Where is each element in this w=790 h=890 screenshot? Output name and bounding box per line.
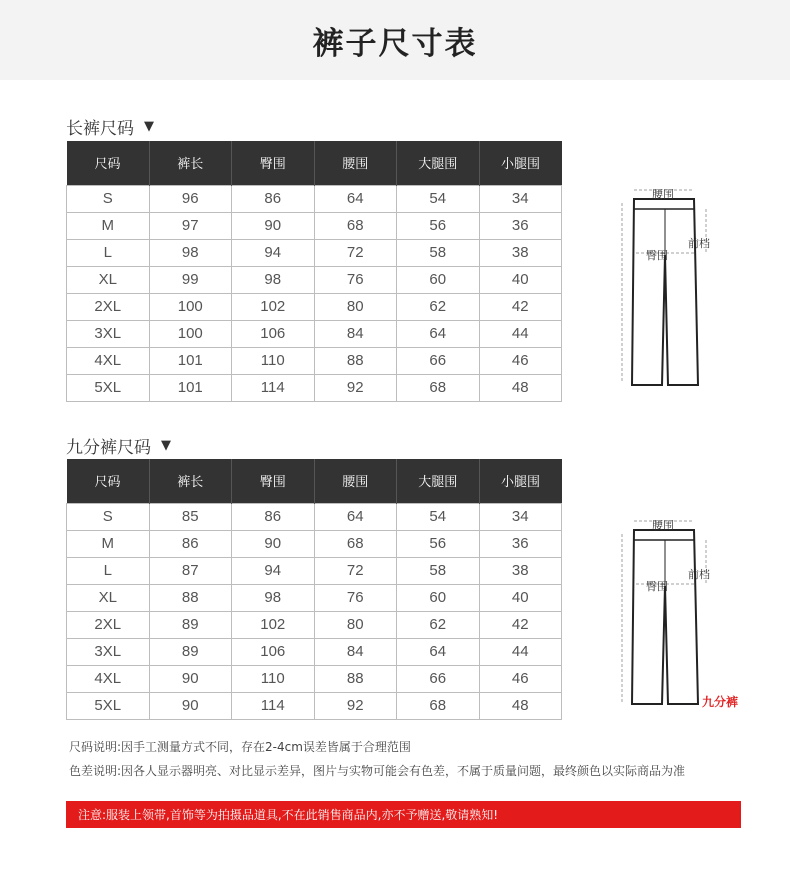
measurement-cell: 42 bbox=[479, 293, 562, 320]
notice-bar bbox=[66, 801, 741, 828]
measurement-cell: 97 bbox=[149, 212, 232, 239]
measurement-cell: 42 bbox=[479, 611, 562, 638]
measurement-cell: 88 bbox=[149, 584, 232, 611]
dropdown-arrow-icon: ▼ bbox=[161, 438, 171, 453]
measurement-cell: 44 bbox=[479, 638, 562, 665]
waist-label: 腰围 bbox=[652, 188, 674, 201]
measurement-cell: 60 bbox=[397, 584, 480, 611]
measurement-cell: 100 bbox=[149, 293, 232, 320]
page-title: 裤子尺寸表 bbox=[312, 25, 478, 62]
measurement-cell: 68 bbox=[314, 530, 397, 557]
size-cell: 3XL bbox=[67, 638, 150, 665]
measurement-cell: 94 bbox=[232, 557, 315, 584]
measurement-cell: 92 bbox=[314, 374, 397, 401]
hip-label: 臀围 bbox=[646, 580, 668, 593]
column-header: 大腿围 bbox=[397, 141, 480, 185]
measurement-cell: 96 bbox=[149, 185, 232, 212]
measurement-cell: 85 bbox=[149, 503, 232, 530]
cropped-pants-heading-text: 九分裤尺码 bbox=[66, 438, 151, 458]
rise-label: 前档 bbox=[688, 237, 710, 250]
measurement-cell: 106 bbox=[232, 638, 315, 665]
table-header-row bbox=[67, 141, 562, 185]
size-cell: 2XL bbox=[67, 293, 150, 320]
table-header-row bbox=[67, 459, 562, 503]
table-row bbox=[67, 611, 562, 638]
column-header: 裤长 bbox=[149, 141, 232, 185]
column-header: 小腿围 bbox=[479, 141, 562, 185]
measurement-cell: 36 bbox=[479, 212, 562, 239]
dropdown-arrow-icon: ▼ bbox=[144, 119, 154, 134]
cropped-pants-type-label: 九分裤 bbox=[702, 695, 739, 709]
measurement-cell: 99 bbox=[149, 266, 232, 293]
measurement-cell: 114 bbox=[232, 374, 315, 401]
measurement-cell: 72 bbox=[314, 557, 397, 584]
measurement-cell: 80 bbox=[314, 293, 397, 320]
cropped-pants-diagram-icon bbox=[612, 516, 722, 716]
color-note: 色差说明:因各人显示器明亮、对比显示差异，图片与实物可能会有色差，不属于质量问题，最终颜色以实际商品为准 bbox=[69, 764, 686, 778]
column-header: 小腿围 bbox=[479, 459, 562, 503]
measurement-cell: 76 bbox=[314, 266, 397, 293]
measurement-cell: 86 bbox=[149, 530, 232, 557]
size-cell: L bbox=[67, 557, 150, 584]
column-header: 大腿围 bbox=[397, 459, 480, 503]
table-row bbox=[67, 320, 562, 347]
measurement-cell: 46 bbox=[479, 347, 562, 374]
table-row bbox=[67, 638, 562, 665]
measurement-cell: 66 bbox=[397, 665, 480, 692]
measurement-cell: 101 bbox=[149, 347, 232, 374]
measurement-cell: 89 bbox=[149, 638, 232, 665]
measurement-cell: 62 bbox=[397, 611, 480, 638]
column-header: 腰围 bbox=[314, 141, 397, 185]
measurement-cell: 98 bbox=[232, 584, 315, 611]
measurement-cell: 66 bbox=[397, 347, 480, 374]
measurement-cell: 34 bbox=[479, 503, 562, 530]
size-cell: L bbox=[67, 239, 150, 266]
size-cell: 4XL bbox=[67, 347, 150, 374]
measurement-cell: 101 bbox=[149, 374, 232, 401]
measurement-cell: 48 bbox=[479, 692, 562, 719]
size-cell: 3XL bbox=[67, 320, 150, 347]
measurement-cell: 64 bbox=[314, 185, 397, 212]
size-cell: 5XL bbox=[67, 692, 150, 719]
table-row bbox=[67, 692, 562, 719]
measurement-cell: 86 bbox=[232, 185, 315, 212]
table-row bbox=[67, 239, 562, 266]
table-row bbox=[67, 503, 562, 530]
measurement-cell: 90 bbox=[232, 530, 315, 557]
hip-label: 臀围 bbox=[646, 249, 668, 262]
measurement-cell: 90 bbox=[232, 212, 315, 239]
measurement-cell: 80 bbox=[314, 611, 397, 638]
measurement-cell: 38 bbox=[479, 557, 562, 584]
measurement-cell: 56 bbox=[397, 212, 480, 239]
column-header: 裤长 bbox=[149, 459, 232, 503]
table-row bbox=[67, 293, 562, 320]
measurement-cell: 90 bbox=[149, 665, 232, 692]
size-cell: S bbox=[67, 185, 150, 212]
measurement-cell: 48 bbox=[479, 374, 562, 401]
long-pants-diagram-icon bbox=[612, 185, 722, 400]
long-pants-heading bbox=[66, 114, 154, 139]
size-cell: 4XL bbox=[67, 665, 150, 692]
column-header: 腰围 bbox=[314, 459, 397, 503]
measurement-cell: 100 bbox=[149, 320, 232, 347]
table-row bbox=[67, 374, 562, 401]
measurement-cell: 44 bbox=[479, 320, 562, 347]
long-pants-figure bbox=[612, 185, 722, 400]
measurement-cell: 34 bbox=[479, 185, 562, 212]
table-row bbox=[67, 530, 562, 557]
measurement-cell: 102 bbox=[232, 611, 315, 638]
measurement-cell: 46 bbox=[479, 665, 562, 692]
column-header: 尺码 bbox=[67, 459, 150, 503]
measurement-cell: 64 bbox=[397, 638, 480, 665]
measurement-cell: 90 bbox=[149, 692, 232, 719]
waist-label: 腰围 bbox=[652, 519, 674, 532]
size-cell: 5XL bbox=[67, 374, 150, 401]
table-row bbox=[67, 347, 562, 374]
measurement-cell: 54 bbox=[397, 503, 480, 530]
table-row bbox=[67, 584, 562, 611]
long-pants-size-table bbox=[66, 141, 562, 402]
measurement-cell: 88 bbox=[314, 347, 397, 374]
measurement-cell: 110 bbox=[232, 347, 315, 374]
size-cell: XL bbox=[67, 584, 150, 611]
size-note: 尺码说明:因手工测量方式不同，存在2-4cm误差皆属于合理范围 bbox=[69, 740, 411, 754]
measurement-cell: 102 bbox=[232, 293, 315, 320]
size-cell: M bbox=[67, 530, 150, 557]
measurement-cell: 68 bbox=[397, 692, 480, 719]
measurement-cell: 68 bbox=[397, 374, 480, 401]
table-row bbox=[67, 212, 562, 239]
cropped-pants-heading bbox=[66, 433, 171, 458]
size-cell: M bbox=[67, 212, 150, 239]
measurement-cell: 40 bbox=[479, 584, 562, 611]
measurement-cell: 92 bbox=[314, 692, 397, 719]
measurement-cell: 114 bbox=[232, 692, 315, 719]
table-row bbox=[67, 266, 562, 293]
table-row bbox=[67, 185, 562, 212]
measurement-cell: 86 bbox=[232, 503, 315, 530]
table-row bbox=[67, 665, 562, 692]
column-header: 尺码 bbox=[67, 141, 150, 185]
measurement-cell: 38 bbox=[479, 239, 562, 266]
size-cell: S bbox=[67, 503, 150, 530]
cropped-pants-size-table bbox=[66, 459, 562, 720]
measurement-cell: 64 bbox=[397, 320, 480, 347]
notice-text: 注意:服装上领带,首饰等为拍摄品道具,不在此销售商品内,亦不予赠送,敬请熟知! bbox=[78, 808, 499, 822]
measurement-cell: 62 bbox=[397, 293, 480, 320]
measurement-cell: 87 bbox=[149, 557, 232, 584]
measurement-cell: 76 bbox=[314, 584, 397, 611]
measurement-cell: 88 bbox=[314, 665, 397, 692]
measurement-cell: 64 bbox=[314, 503, 397, 530]
size-cell: 2XL bbox=[67, 611, 150, 638]
measurement-cell: 54 bbox=[397, 185, 480, 212]
measurement-cell: 106 bbox=[232, 320, 315, 347]
measurement-cell: 36 bbox=[479, 530, 562, 557]
measurement-cell: 68 bbox=[314, 212, 397, 239]
long-pants-heading-text: 长裤尺码 bbox=[66, 119, 134, 139]
column-header: 臀围 bbox=[232, 141, 315, 185]
table-row bbox=[67, 557, 562, 584]
size-cell: XL bbox=[67, 266, 150, 293]
measurement-cell: 98 bbox=[149, 239, 232, 266]
title-bar bbox=[0, 0, 790, 80]
measurement-cell: 84 bbox=[314, 320, 397, 347]
cropped-pants-figure bbox=[612, 516, 739, 716]
measurement-cell: 58 bbox=[397, 239, 480, 266]
measurement-cell: 56 bbox=[397, 530, 480, 557]
measurement-cell: 94 bbox=[232, 239, 315, 266]
measurement-cell: 60 bbox=[397, 266, 480, 293]
rise-label: 前档 bbox=[688, 568, 710, 581]
measurement-cell: 58 bbox=[397, 557, 480, 584]
measurement-cell: 110 bbox=[232, 665, 315, 692]
measurement-cell: 72 bbox=[314, 239, 397, 266]
column-header: 臀围 bbox=[232, 459, 315, 503]
measurement-cell: 84 bbox=[314, 638, 397, 665]
measurement-cell: 89 bbox=[149, 611, 232, 638]
measurement-cell: 98 bbox=[232, 266, 315, 293]
measurement-cell: 40 bbox=[479, 266, 562, 293]
